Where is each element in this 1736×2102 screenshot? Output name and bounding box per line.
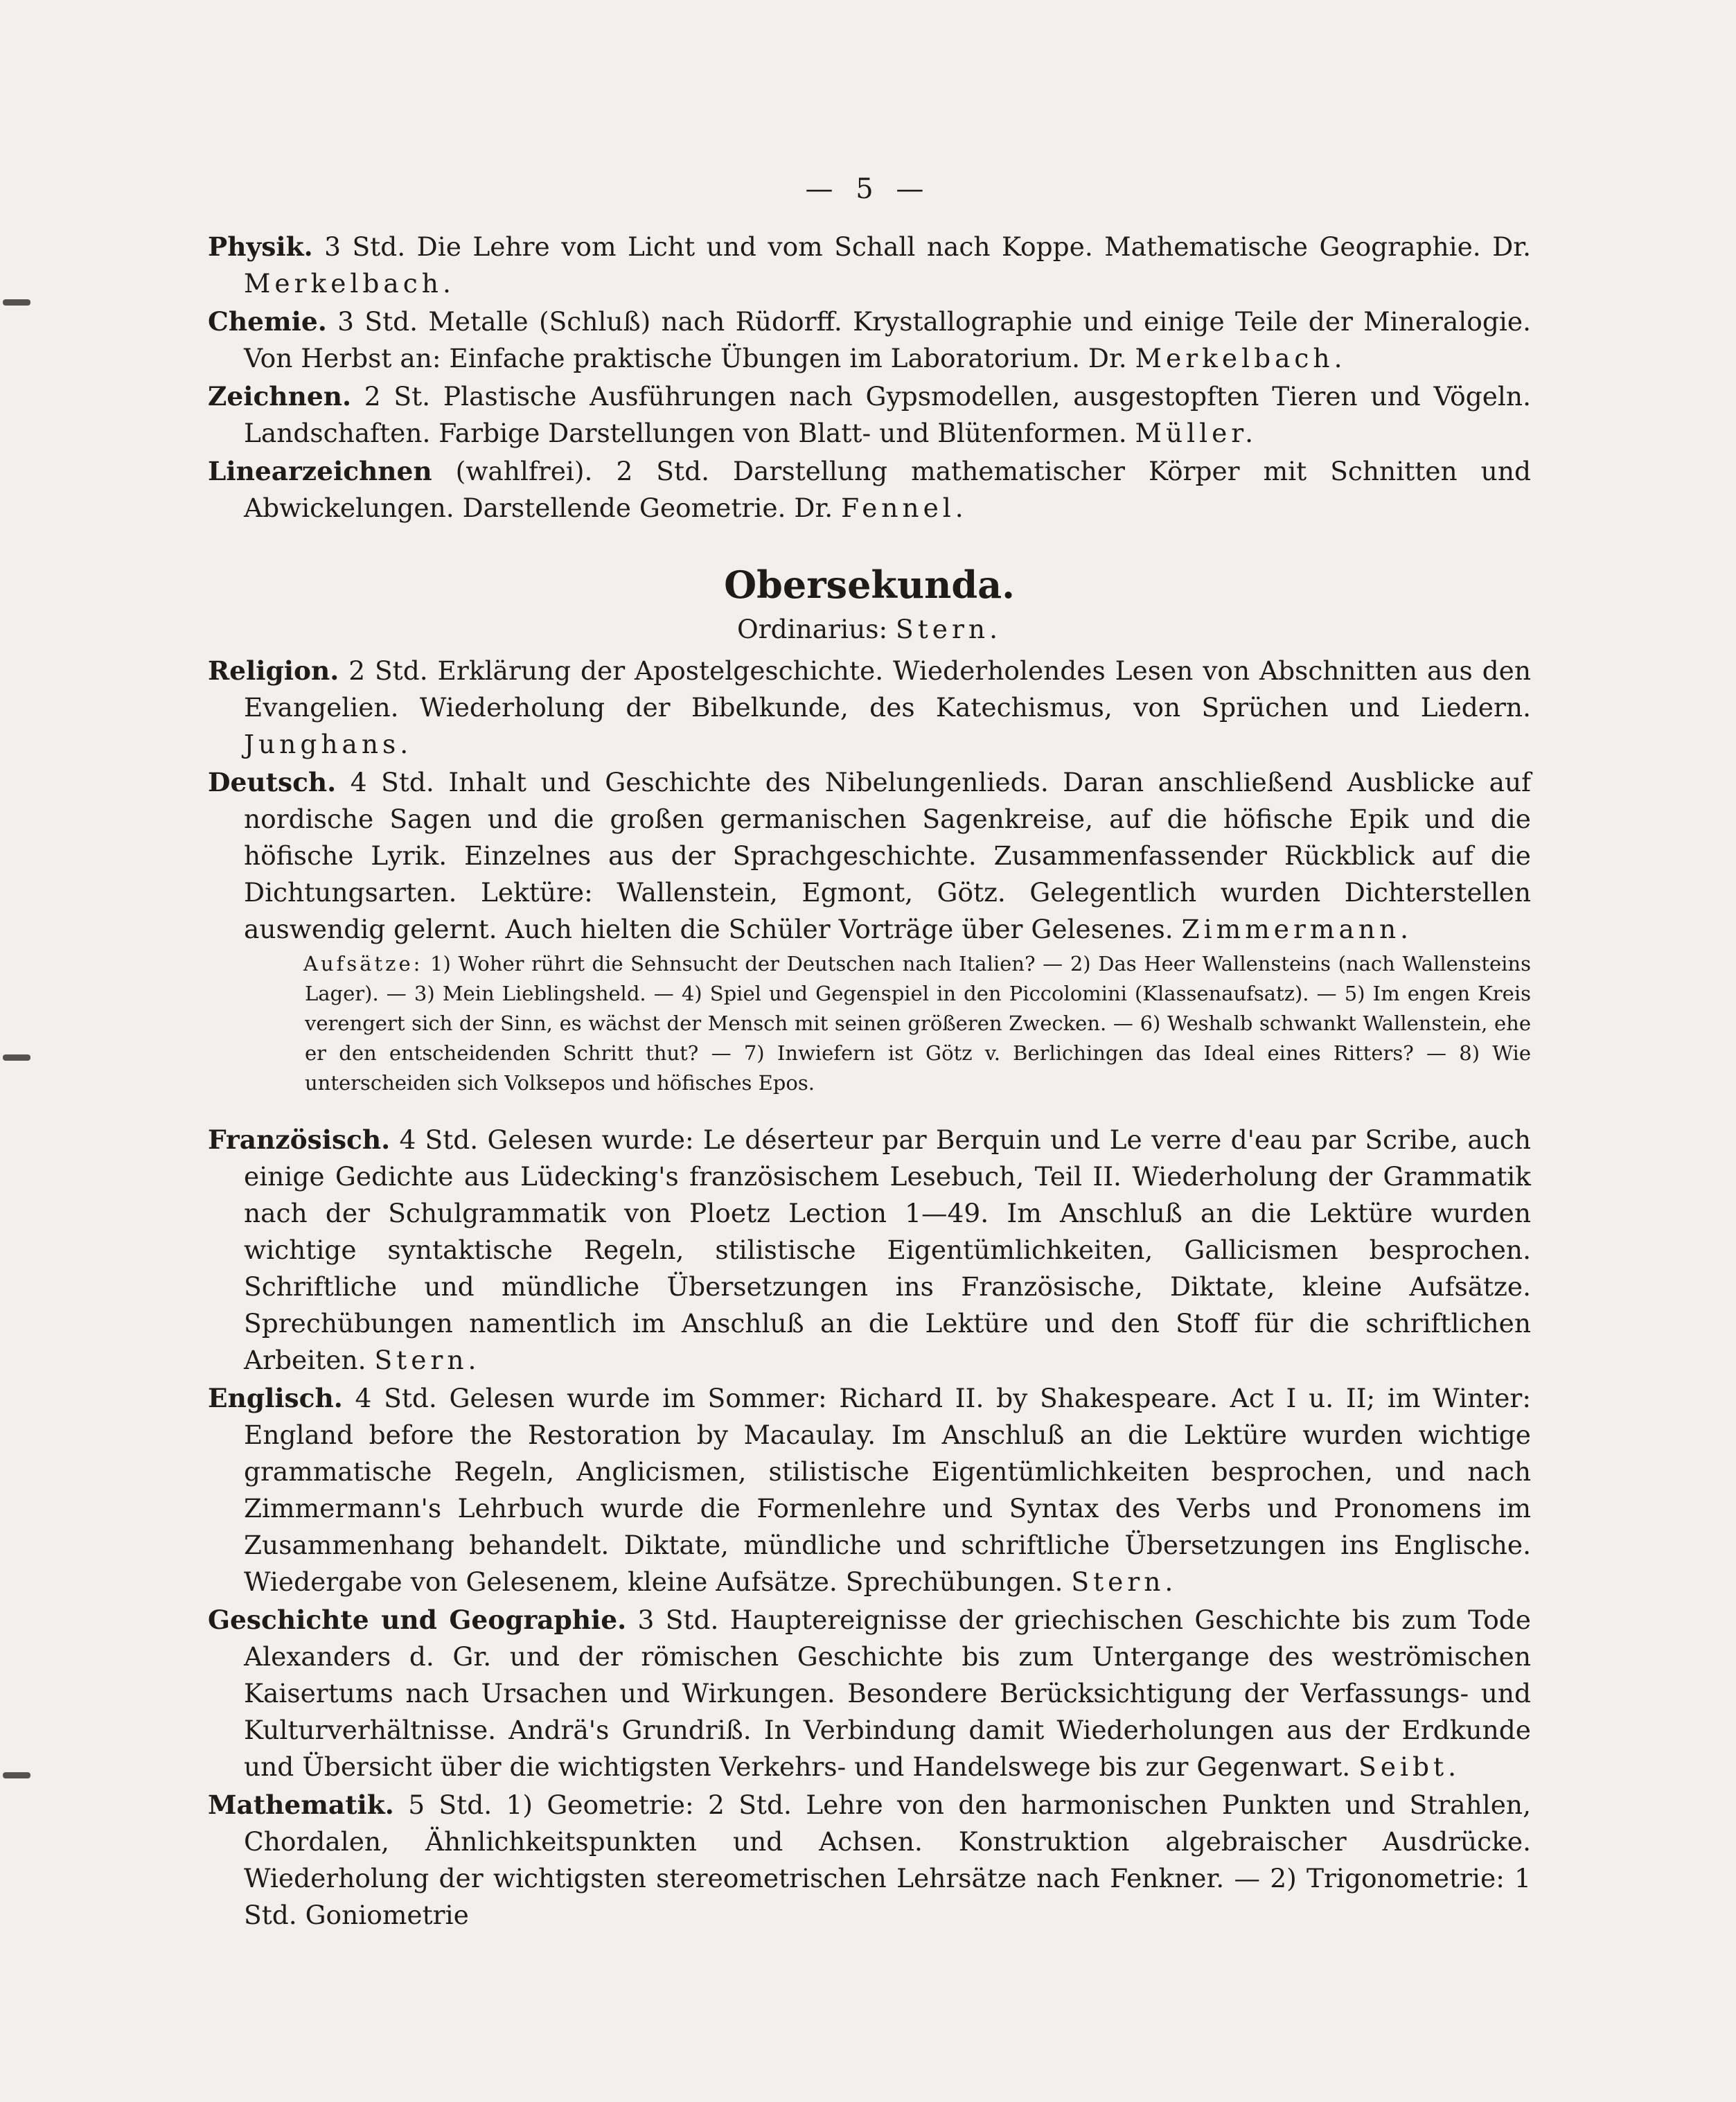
- entry-text: 3 Std. Die Lehre vom Licht und vom Schall nach Koppe. Mathematische Geographie. Dr.: [312, 231, 1531, 262]
- teacher-name: Seibt.: [1358, 1751, 1460, 1782]
- subject-title: Geschichte und Geographie.: [208, 1605, 627, 1635]
- section-title: Obersekunda.: [724, 563, 1015, 607]
- essay-label: Aufsätze:: [303, 952, 423, 975]
- entry-linearzeichnen: [208, 453, 1531, 527]
- entry-text: 4 Std. Gelesen wurde im Sommer: Richard II. by Shakespeare. Act I u. II; im Winter: England before the Restoration by Macaulay. Im Anschluß an die Lektüre wurden wichtige grammatische Regeln, Anglicismen, stilistische Eigentümlichkeiten besprochen, und nach Zimmermann's Lehrbuch wurde die Formenlehre und Syntax des Verbs und Pronomens im Zusammenhang behandelt. Diktate, mündliche und schriftliche Übersetzungen ins Englische. Wiedergabe von Gelesenem, kleine Aufsätze. Sprechübungen.: [244, 1383, 1531, 1597]
- entry-deutsch: [208, 764, 1531, 948]
- teacher-name: Stern.: [374, 1345, 481, 1375]
- entry-mathematik: [208, 1787, 1531, 1934]
- ordinarius-line: [208, 611, 1531, 647]
- ordinarius-name: Stern.: [896, 614, 1002, 644]
- entry-text: 2 Std. Erklärung der Apostelgeschichte. Wiederholendes Lesen von Abschnitten aus den Evangelien. Wiederholung der Bibelkunde, des Katechismus, von Sprüchen und Liedern.: [244, 655, 1531, 723]
- essay-text: 1) Woher rührt die Sehnsucht der Deutschen nach Italien? — 2) Das Heer Wallensteins (nach Wallensteins Lager). — 3) Mein Lieblingsheld. — 4) Spiel und Gegenspiel in den Piccolomini (Klassenaufsatz). — 5) Im engen Kreis verengert sich der Sinn, es wächst der Mensch mit seinen größeren Zwecken. — 6) Weshalb schwankt Wallenstein, ehe er den entscheidenden Schritt thut? — 7) Inwiefern ist Götz v. Berlichingen das Ideal eines Ritters? — 8) Wie unterscheiden sich Volksepos und höfisches Epos.: [305, 952, 1531, 1095]
- subject-title: Religion.: [208, 655, 339, 686]
- entry-text: 5 Std. 1) Geometrie: 2 Std. Lehre von den harmonischen Punkten und Strahlen, Chordalen, Ähnlichkeitspunkten und Achsen. Konstruktion algebraischer Ausdrücke. Wiederholung der wichtigsten stereometrischen Lehrsätze nach Fenkner. — 2) Trigonometrie: 1 Std. Goniometrie: [244, 1790, 1531, 1930]
- teacher-name: Stern.: [1071, 1566, 1178, 1597]
- entry-text: 2 St. Plastische Ausführungen nach Gypsmodellen, ausgestopften Tieren und Vögeln. Landschaften. Farbige Darstellungen von Blatt- und Blütenformen.: [244, 381, 1531, 448]
- subject-title: Chemie.: [208, 306, 327, 337]
- margin-mark: [3, 1054, 30, 1061]
- entry-englisch: [208, 1380, 1531, 1600]
- subject-title: Deutsch.: [208, 767, 337, 797]
- entry-geschichte: [208, 1602, 1531, 1785]
- entry-franzoesisch: [208, 1122, 1531, 1379]
- subject-title: Mathematik.: [208, 1790, 394, 1820]
- entry-text: (wahlfrei). 2 Std. Darstellung mathematischer Körper mit Schnitten und Abwickelungen. Darstellende Geometrie. Dr.: [244, 456, 1531, 523]
- teacher-name: Zimmermann.: [1181, 914, 1413, 944]
- subject-title: Linearzeichnen: [208, 456, 432, 486]
- teacher-name: Müller.: [1135, 418, 1258, 448]
- entry-chemie: [208, 303, 1531, 377]
- teacher-name: Merkelbach.: [244, 268, 455, 299]
- margin-mark: [3, 299, 30, 306]
- entry-physik: [208, 229, 1531, 302]
- subject-title: Französisch.: [208, 1124, 391, 1155]
- subject-title: Englisch.: [208, 1383, 343, 1413]
- teacher-name: Fennel.: [841, 493, 968, 523]
- entry-zeichnen: [208, 378, 1531, 452]
- page-number: — 5 —: [805, 173, 931, 205]
- page-body: [208, 229, 1531, 1935]
- margin-mark: [3, 1772, 30, 1778]
- entry-text: 3 Std. Hauptereignisse der griechischen Geschichte bis zum Tode Alexanders d. Gr. und der römischen Geschichte bis zum Untergange des weströmischen Kaisertums nach Ursachen und Wirkungen. Besondere Berücksichtigung der Verfassungs- und Kulturverhältnisse. Andrä's Grundriß. In Verbindung damit Wiederholungen aus der Erdkunde und Übersicht über die wichtigsten Verkehrs- und Handelswege bis zur Gegenwart.: [244, 1605, 1532, 1782]
- entry-text: 3 Std. Metalle (Schluß) nach Rüdorff. Krystallographie und einige Teile der Mineralogie. Von Herbst an: Einfache praktische Übungen im Laboratorium. Dr.: [244, 306, 1531, 373]
- ordinarius-label: Ordinarius:: [736, 614, 888, 644]
- entry-religion: [208, 653, 1531, 763]
- essay-topics: [208, 949, 1531, 1098]
- entry-text: 4 Std. Inhalt und Geschichte des Nibelungenlieds. Daran anschließend Ausblicke auf nordische Sagen und die großen germanischen Sagenkreise, auf die höfische Epik und die höfische Lyrik. Einzelnes aus der Sprachgeschichte. Zusammenfassender Rückblick auf die Dichtungsarten. Lektüre: Wallenstein, Egmont, Götz. Gelegentlich wurden Dichterstellen auswendig gelernt. Auch hielten die Schüler Vorträge über Gelesenes.: [244, 767, 1531, 944]
- teacher-name: Merkelbach.: [1135, 343, 1347, 373]
- subject-title: Zeichnen.: [208, 381, 352, 412]
- subject-title: Physik.: [208, 231, 313, 262]
- entry-text: 4 Std. Gelesen wurde: Le déserteur par Berquin und Le verre d'eau par Scribe, auch einige Gedichte aus Lüdecking's französischem Lesebuch, Teil II. Wiederholung der Grammatik nach der Schulgrammatik von Ploetz Lection 1—49. Im Anschluß an die Lektüre wurden wichtige syntaktische Regeln, stilistische Eigentümlichkeiten, Gallicismen besprochen. Schriftliche und mündliche Übersetzungen ins Französische, Diktate, kleine Aufsätze. Sprechübungen namentlich im Anschluß an die Lektüre und den Stoff für die schriftlichen Arbeiten.: [244, 1124, 1531, 1375]
- teacher-name: Junghans.: [244, 729, 413, 759]
